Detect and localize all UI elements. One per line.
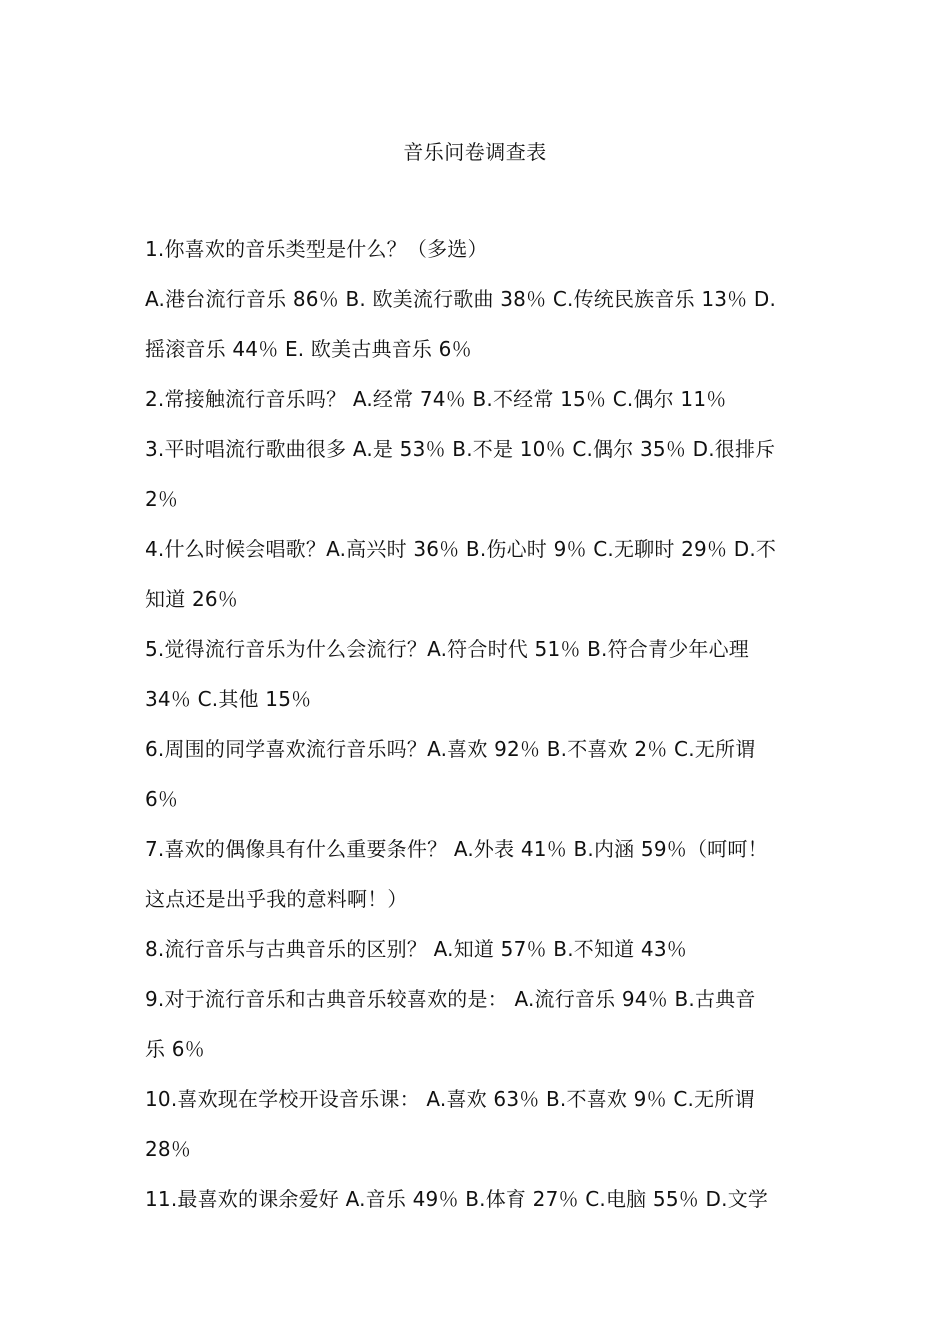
text-line: 5.觉得流行音乐为什么会流行？A.符合时代 51％ B.符合青少年心理: [145, 637, 750, 661]
text-line: 34％ C.其他 15％: [145, 687, 312, 711]
text-line: 知道 26％: [145, 587, 239, 611]
text-line: 1.你喜欢的音乐类型是什么？（多选）: [145, 237, 488, 261]
text-line: 7.喜欢的偶像具有什么重要条件？ A.外表 41％ B.内涵 59％（呵呵！: [145, 837, 768, 861]
text-line: 3.平时唱流行歌曲很多 A.是 53％ B.不是 10％ C.偶尔 35％ D.很排斥: [145, 437, 776, 461]
text-line: 6％: [145, 787, 179, 811]
text-line: 2％: [145, 487, 179, 511]
text-line: 摇滚音乐 44％ E. 欧美古典音乐 6％: [145, 337, 472, 361]
text-line: 6.周围的同学喜欢流行音乐吗？A.喜欢 92％ B.不喜欢 2％ C.无所谓: [145, 737, 756, 761]
text-line: 乐 6％: [145, 1037, 205, 1061]
text-line: 28％: [145, 1137, 192, 1161]
text-line: 10.喜欢现在学校开设音乐课： A.喜欢 63％ B.不喜欢 9％ C.无所谓: [145, 1087, 755, 1111]
text-line: 2.常接触流行音乐吗？ A.经常 74％ B.不经常 15％ C.偶尔 11％: [145, 387, 727, 411]
text-line: 8.流行音乐与古典音乐的区别？ A.知道 57％ B.不知道 43％: [145, 937, 687, 961]
text-line: 11.最喜欢的课余爱好 A.音乐 49％ B.体育 27％ C.电脑 55％ D.文学: [145, 1187, 769, 1211]
text-line: 4.什么时候会唱歌？A.高兴时 36％ B.伤心时 9％ C.无聊时 29％ D.不: [145, 537, 777, 561]
document-title: 音乐问卷调查表: [403, 140, 547, 164]
survey-body: [145, 232, 823, 1232]
text-line: A.港台流行音乐 86％ B. 欧美流行歌曲 38％ C.传统民族音乐 13％ D.: [145, 287, 777, 311]
text-line: 9.对于流行音乐和古典音乐较喜欢的是： A.流行音乐 94％ B.古典音: [145, 987, 756, 1011]
text-line: 这点还是出乎我的意料啊！）: [145, 887, 408, 911]
